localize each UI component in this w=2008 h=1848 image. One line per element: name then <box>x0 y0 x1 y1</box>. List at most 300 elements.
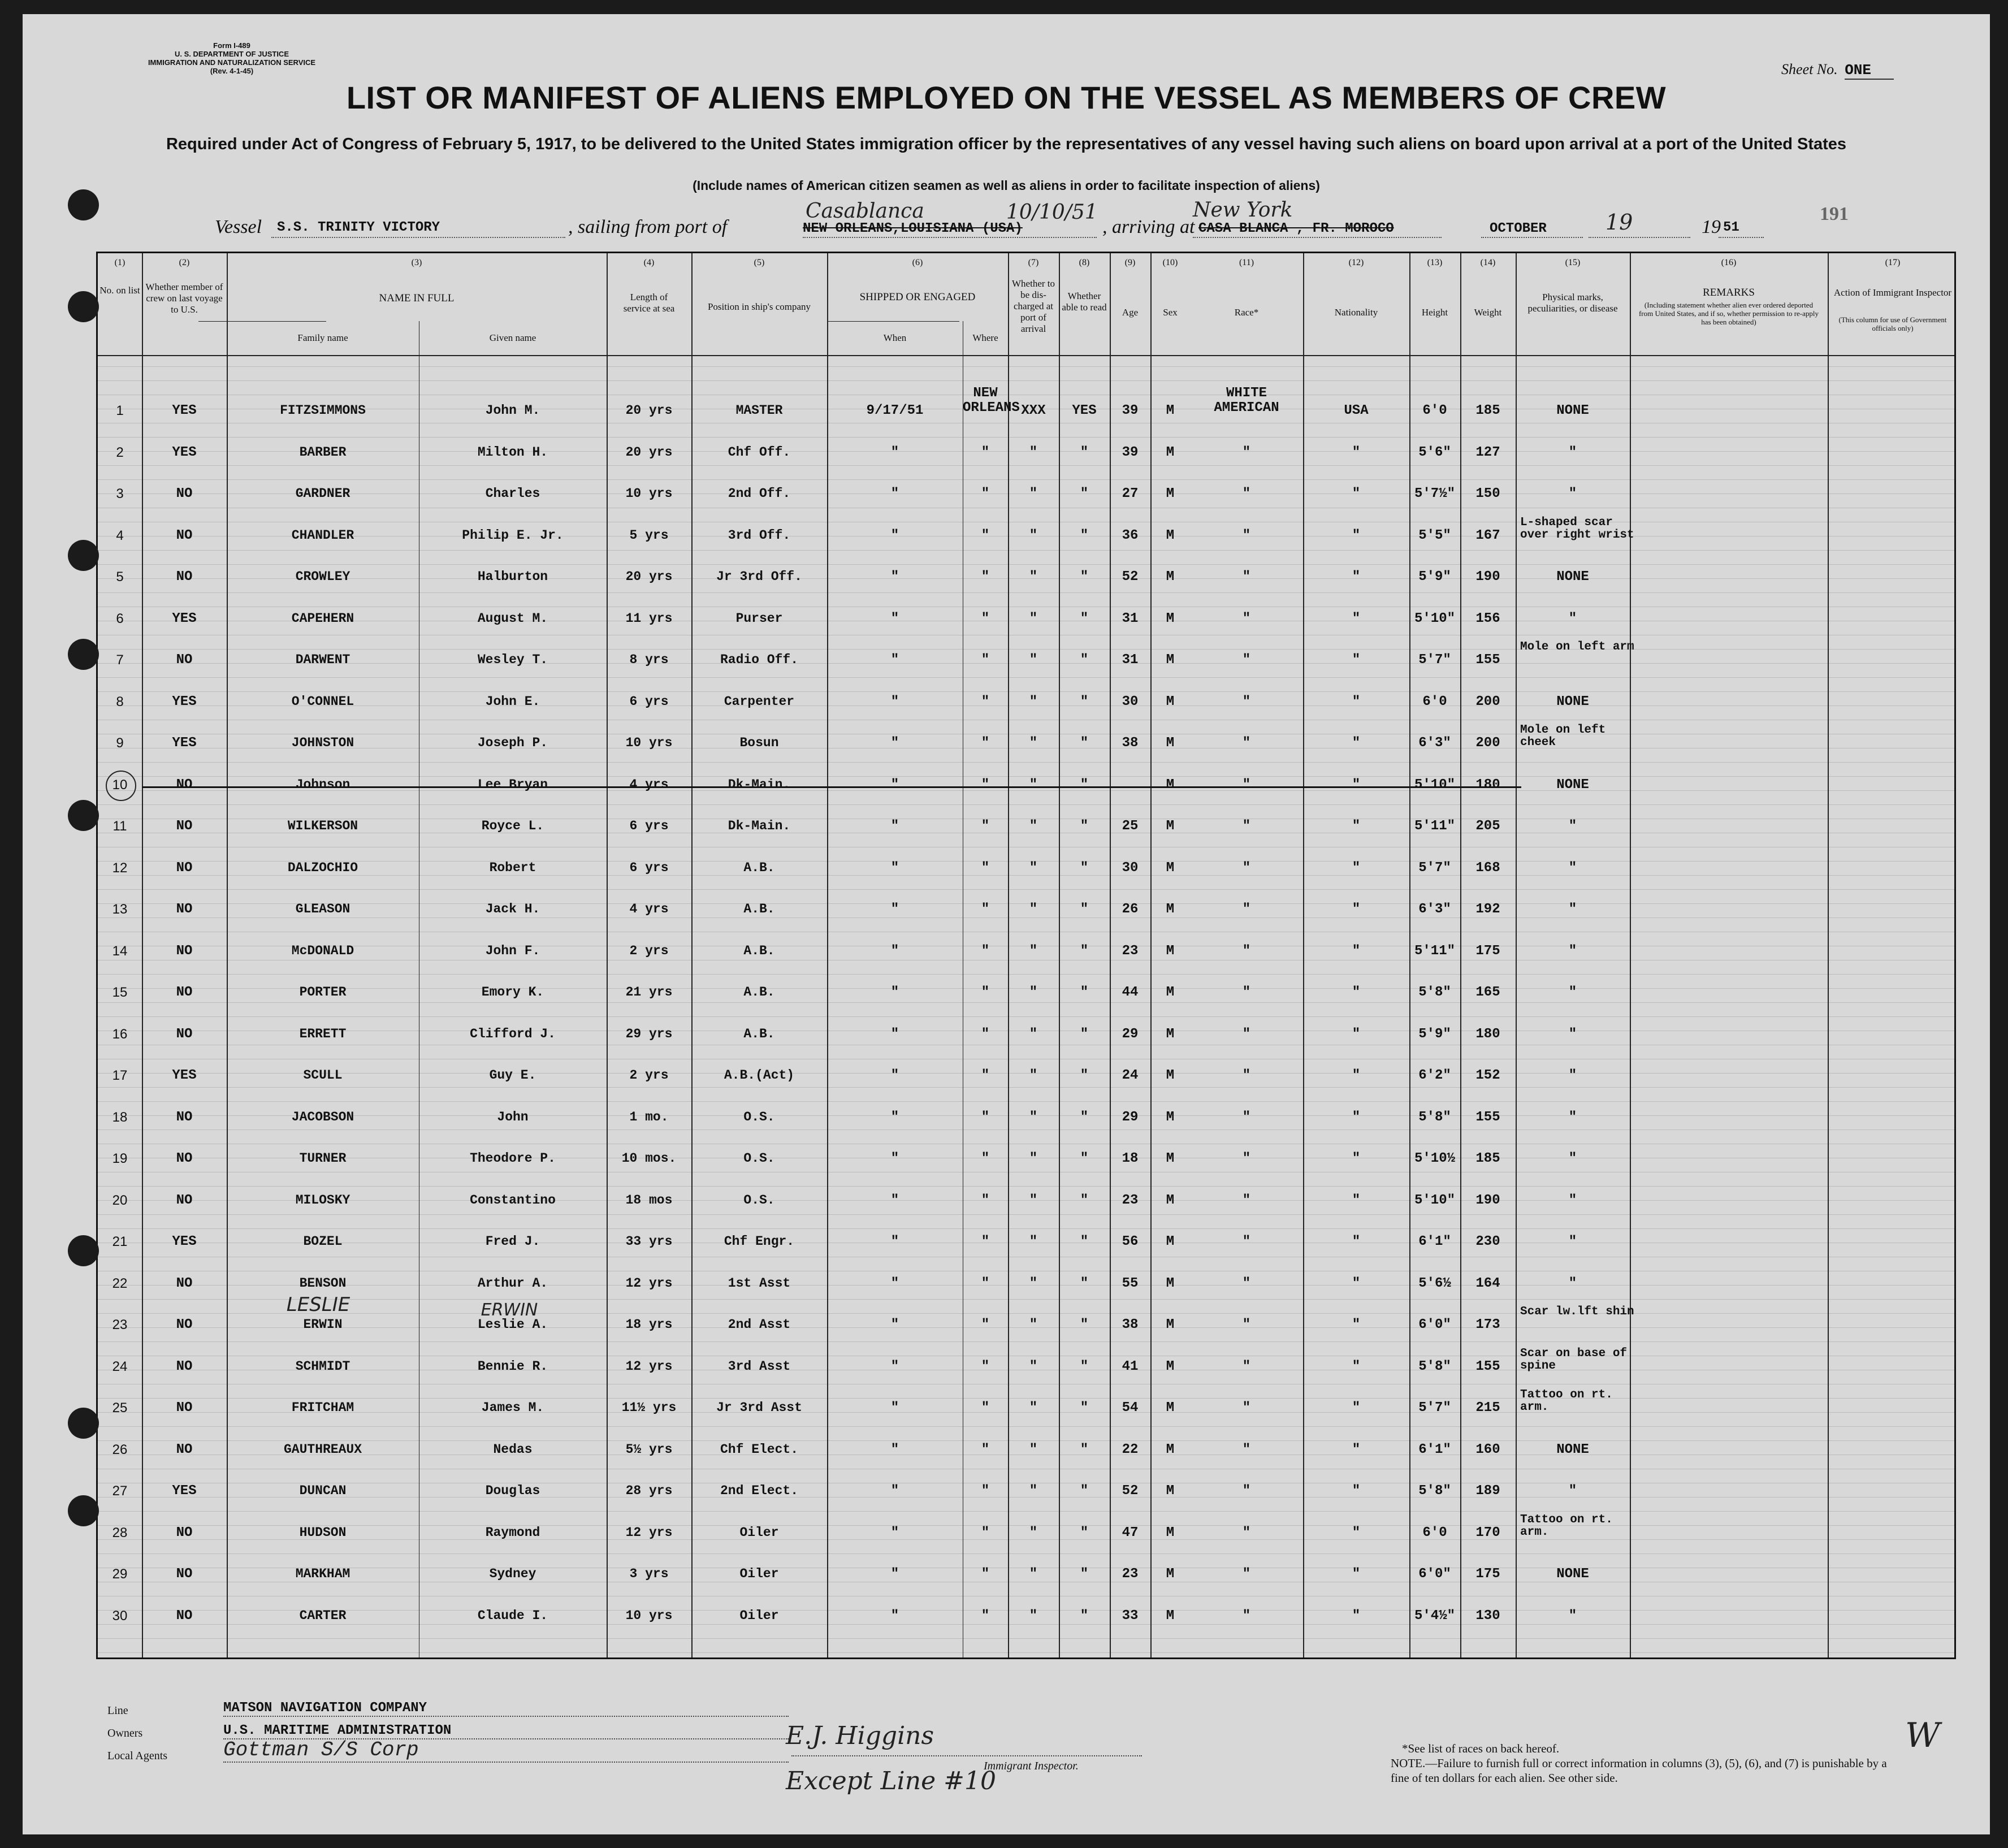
when-cell: " <box>890 1110 899 1125</box>
read-cell: " <box>1080 1608 1089 1624</box>
race-cell: " <box>1242 1359 1251 1374</box>
age-cell: 41 <box>1122 1359 1139 1374</box>
owners-value: U.S. MARITIME ADMINISTRATION <box>223 1723 789 1739</box>
position-cell: 2nd Asst <box>728 1317 791 1332</box>
position-cell: Bosun <box>739 735 779 750</box>
row-number: 20 <box>112 1193 128 1208</box>
sex-cell: M <box>1166 1483 1175 1499</box>
discharged-cell: " <box>1029 944 1038 959</box>
sailing-port-typed: NEW ORLEANS,LOUISIANA (USA) <box>803 221 1023 236</box>
sex-cell: M <box>1166 694 1175 709</box>
given-name-cell: Raymond <box>485 1525 540 1540</box>
race-cell: " <box>1242 860 1251 876</box>
where-cell: " <box>981 1566 990 1582</box>
age-cell: 38 <box>1122 735 1139 751</box>
position-cell: A.B. <box>743 860 775 875</box>
race-cell: " <box>1242 1234 1251 1249</box>
table-row <box>98 516 1954 570</box>
where-cell: " <box>981 1068 990 1083</box>
family-name-cell: O'CONNEL <box>291 694 354 709</box>
discharged-cell: " <box>1029 1483 1038 1499</box>
family-name-cell: CROWLEY <box>295 569 350 584</box>
when-cell: " <box>890 1234 899 1249</box>
arriving-port-handwritten: New York <box>1193 198 1293 222</box>
nationality-cell: " <box>1352 1483 1361 1499</box>
read-cell: " <box>1080 694 1089 709</box>
when-cell: " <box>890 1193 899 1208</box>
when-cell: " <box>890 860 899 876</box>
discharged-cell: " <box>1029 1193 1038 1208</box>
age-cell: 30 <box>1122 860 1139 876</box>
crew-cell: YES <box>172 1068 197 1083</box>
age-cell: 30 <box>1122 694 1139 709</box>
nationality-cell: " <box>1352 1068 1361 1083</box>
crew-cell: NO <box>176 652 193 668</box>
where-cell: " <box>981 1400 990 1416</box>
when-cell: " <box>890 569 899 585</box>
read-cell: " <box>1080 777 1089 793</box>
service-cell: 28 yrs <box>625 1483 673 1498</box>
marks-cell: NONE <box>1556 777 1589 793</box>
sex-cell: M <box>1166 569 1175 585</box>
service-cell: 10 yrs <box>625 1608 673 1623</box>
read-cell: YES <box>1072 403 1097 418</box>
col-header-marks: Physical marks, peculiarities, or disease <box>1527 292 1618 314</box>
col-header-when: When <box>883 332 907 343</box>
given-name-cell: Charles <box>485 486 540 501</box>
crew-cell: NO <box>176 569 193 585</box>
weight-cell: 185 <box>1475 1151 1500 1166</box>
where-cell: " <box>981 944 990 959</box>
read-cell: " <box>1080 1234 1089 1249</box>
row-number: 24 <box>112 1359 128 1374</box>
where-cell: " <box>981 735 990 751</box>
when-cell: 9/17/51 <box>866 403 924 418</box>
given-name-cell: John <box>497 1110 529 1124</box>
crew-cell: NO <box>176 944 193 959</box>
row-number: 7 <box>116 652 124 668</box>
where-cell: " <box>981 1483 990 1499</box>
height-cell: 5'8" <box>1418 1483 1451 1499</box>
crew-cell: NO <box>176 1608 193 1624</box>
nationality-cell: " <box>1352 1027 1361 1042</box>
race-cell: " <box>1242 1193 1251 1208</box>
discharged-cell: " <box>1029 1359 1038 1374</box>
row-number: 28 <box>112 1525 128 1540</box>
crew-cell: NO <box>176 486 193 501</box>
marks-cell: Tattoo on rt. arm. <box>1520 1513 1613 1539</box>
read-cell: " <box>1080 1359 1089 1374</box>
height-cell: 6'3" <box>1418 735 1451 751</box>
weight-cell: 205 <box>1475 819 1500 834</box>
where-cell: " <box>981 652 990 668</box>
position-cell: Dk-Main. <box>728 777 791 792</box>
sex-cell: M <box>1166 611 1175 626</box>
weight-cell: 152 <box>1475 1068 1500 1083</box>
given-name-cell: James M. <box>481 1400 544 1415</box>
marks-cell: " <box>1568 611 1577 626</box>
service-cell: 33 yrs <box>625 1234 673 1249</box>
age-cell: 18 <box>1122 1151 1139 1166</box>
age-cell: 31 <box>1122 652 1139 668</box>
table-row <box>98 1347 1954 1401</box>
marks-cell: Mole on left arm <box>1520 640 1634 653</box>
given-name-cell: Constantino <box>470 1193 556 1208</box>
family-name-cell: DARWENT <box>295 652 350 667</box>
marks-cell: " <box>1568 486 1577 501</box>
height-cell: 5'7" <box>1418 860 1451 876</box>
row-number: 9 <box>116 735 124 751</box>
service-cell: 20 yrs <box>625 403 673 418</box>
where-cell: " <box>981 1276 990 1291</box>
position-cell: O.S. <box>743 1110 775 1124</box>
crew-cell: YES <box>172 1234 197 1249</box>
marks-cell: NONE <box>1556 569 1589 585</box>
age-cell: 25 <box>1122 819 1139 834</box>
col-header-action-note: (This column for use of Government officials only) <box>1838 315 1947 332</box>
height-cell: 5'8" <box>1418 1359 1451 1374</box>
footer-note <box>1391 1741 1899 1785</box>
read-cell: " <box>1080 819 1089 834</box>
discharged-cell: " <box>1029 1400 1038 1416</box>
marks-cell: " <box>1568 902 1577 917</box>
line-label: Line <box>107 1704 128 1717</box>
height-cell: 5'10" <box>1414 1193 1455 1208</box>
where-cell: " <box>981 1151 990 1166</box>
family-name-cell: McDONALD <box>291 944 354 958</box>
corner-mark: W <box>1905 1716 1940 1755</box>
family-name-cell: ERWIN <box>303 1317 343 1332</box>
service-cell: 3 yrs <box>629 1566 669 1581</box>
discharged-cell: " <box>1029 1276 1038 1291</box>
read-cell: " <box>1080 1027 1089 1042</box>
position-cell: Chf Elect. <box>720 1442 799 1457</box>
table-row <box>98 445 1954 487</box>
table-row <box>98 611 1954 653</box>
col-header-position: Position in ship's company <box>707 301 811 312</box>
service-cell: 8 yrs <box>629 652 669 667</box>
given-name-cell: Bennie R. <box>477 1359 548 1374</box>
family-name-cell: CARTER <box>299 1608 347 1623</box>
marks-cell: " <box>1568 1027 1577 1042</box>
race-cell: " <box>1242 1317 1251 1332</box>
punch-hole <box>68 540 99 571</box>
when-cell: " <box>890 819 899 834</box>
position-cell: 2nd Elect. <box>720 1483 799 1498</box>
where-cell: NEW ORLEANS <box>963 386 1020 416</box>
given-name-cell: Wesley T. <box>477 652 548 667</box>
agents-label: Local Agents <box>107 1750 168 1762</box>
when-cell: " <box>890 777 899 793</box>
row-number: 14 <box>112 944 128 959</box>
read-cell: " <box>1080 1525 1089 1540</box>
form-identifier <box>96 41 367 75</box>
family-name-cell: FRITCHAM <box>291 1400 354 1415</box>
marks-cell: " <box>1568 1068 1577 1083</box>
given-name-cell: Philip E. Jr. <box>462 528 564 543</box>
col-header-age: Age <box>1122 307 1139 318</box>
where-cell: " <box>981 1234 990 1249</box>
nationality-cell: " <box>1352 944 1361 959</box>
nationality-cell: " <box>1352 819 1361 834</box>
race-cell: " <box>1242 985 1251 1000</box>
punch-hole <box>68 1408 99 1439</box>
age-cell: 33 <box>1122 1608 1139 1624</box>
position-cell: A.B. <box>743 944 775 958</box>
where-cell: " <box>981 985 990 1000</box>
position-cell: Oiler <box>739 1525 779 1540</box>
position-cell: O.S. <box>743 1193 775 1208</box>
when-cell: " <box>890 486 899 501</box>
crew-cell: YES <box>172 403 197 418</box>
height-cell: 5'6½ <box>1418 1276 1451 1291</box>
row-number: 17 <box>112 1068 128 1083</box>
sex-cell: M <box>1166 1317 1175 1332</box>
nationality-cell: " <box>1352 1234 1361 1249</box>
service-cell: 10 mos. <box>621 1151 677 1166</box>
row-number: 16 <box>112 1027 128 1042</box>
position-cell: Chf Engr. <box>724 1234 795 1249</box>
row-number: 19 <box>112 1151 128 1166</box>
col-number: (15) <box>1565 258 1581 267</box>
crew-cell: NO <box>176 1442 193 1457</box>
marks-cell: " <box>1568 1483 1577 1499</box>
row-strikethrough <box>142 786 1521 788</box>
family-name-cell: WILKERSON <box>287 819 358 833</box>
when-cell: " <box>890 652 899 668</box>
table-row <box>98 1151 1954 1193</box>
service-cell: 20 yrs <box>625 445 673 460</box>
race-cell: WHITE AMERICAN <box>1214 386 1279 416</box>
position-cell: Oiler <box>739 1566 779 1581</box>
row-number: 8 <box>116 694 124 709</box>
position-cell: Oiler <box>739 1608 779 1623</box>
position-cell: MASTER <box>735 403 783 418</box>
sailing-label: , sailing from port of <box>568 217 728 237</box>
family-name-cell: TURNER <box>299 1151 347 1166</box>
family-name-cell: PORTER <box>299 985 347 999</box>
read-cell: " <box>1080 1483 1089 1499</box>
col-number: (9) <box>1124 258 1136 267</box>
crew-cell: NO <box>176 860 193 876</box>
ruled-line <box>98 380 1954 381</box>
discharged-cell: " <box>1029 1608 1038 1624</box>
service-cell: 6 yrs <box>629 860 669 875</box>
crew-cell: YES <box>172 735 197 751</box>
marks-cell: Mole on left cheek <box>1520 724 1606 749</box>
age-cell: 52 <box>1122 569 1139 585</box>
table-row <box>98 569 1954 611</box>
sex-cell: M <box>1166 1566 1175 1582</box>
table-row <box>98 694 1954 736</box>
height-cell: 5'11" <box>1414 944 1455 959</box>
age-cell: 38 <box>1122 1317 1139 1332</box>
where-cell: " <box>981 1442 990 1457</box>
height-cell: 6'0" <box>1418 1566 1451 1582</box>
family-name-cell: BENSON <box>299 1276 347 1291</box>
race-cell: " <box>1242 819 1251 834</box>
read-cell: " <box>1080 1566 1089 1582</box>
age-cell: 23 <box>1122 944 1139 959</box>
age-cell: 36 <box>1122 528 1139 543</box>
row-number: 5 <box>116 569 124 585</box>
col-number: (13) <box>1427 258 1443 267</box>
weight-cell: 175 <box>1475 944 1500 959</box>
race-cell: " <box>1242 1400 1251 1416</box>
nationality-cell: " <box>1352 1566 1361 1582</box>
sex-cell: M <box>1166 445 1175 460</box>
service-cell: 12 yrs <box>625 1525 673 1540</box>
owners-label: Owners <box>107 1727 143 1739</box>
marks-cell: Tattoo on rt. arm. <box>1520 1388 1613 1414</box>
height-cell: 6'2" <box>1418 1068 1451 1083</box>
family-name-cell: GARDNER <box>295 486 350 501</box>
given-name-cell: John M. <box>485 403 540 418</box>
weight-cell: 127 <box>1475 445 1500 460</box>
row-number: 30 <box>112 1608 128 1624</box>
table-row <box>98 1068 1954 1110</box>
col-header-race: Race* <box>1234 307 1259 318</box>
where-cell: " <box>981 1359 990 1374</box>
age-cell: 23 <box>1122 1193 1139 1208</box>
col-number: (17) <box>1885 258 1901 267</box>
table-row <box>98 1193 1954 1235</box>
given-name-cell: Theodore P. <box>470 1151 556 1166</box>
family-name-correction: LESLIE <box>286 1293 350 1316</box>
vessel-line <box>215 198 1809 240</box>
position-cell: O.S. <box>743 1151 775 1166</box>
age-cell: 29 <box>1122 1027 1139 1042</box>
given-name-cell: Emory K. <box>481 985 544 999</box>
read-cell: " <box>1080 1151 1089 1166</box>
when-cell: " <box>890 1483 899 1499</box>
sex-cell: M <box>1166 819 1175 834</box>
page-title: LIST OR MANIFEST OF ALIENS EMPLOYED ON THE VESSEL AS MEMBERS OF CREW <box>346 80 1667 115</box>
discharged-cell: " <box>1029 569 1038 585</box>
row-number: 11 <box>112 819 127 834</box>
when-cell: " <box>890 694 899 709</box>
service-cell: 18 yrs <box>625 1317 673 1332</box>
row-number: 22 <box>112 1276 128 1291</box>
sex-cell: M <box>1166 1400 1175 1416</box>
race-cell: " <box>1242 1566 1251 1582</box>
marks-cell: " <box>1568 1110 1577 1125</box>
weight-cell: 180 <box>1475 1027 1500 1042</box>
weight-cell: 164 <box>1475 1276 1500 1291</box>
weight-cell: 130 <box>1475 1608 1500 1624</box>
when-cell: " <box>890 611 899 626</box>
discharged-cell: " <box>1029 1525 1038 1540</box>
discharged-cell: XXX <box>1021 403 1046 418</box>
table-row <box>98 386 1954 445</box>
position-cell: 3rd Asst <box>728 1359 791 1374</box>
sex-cell: M <box>1166 902 1175 917</box>
table-row <box>98 902 1954 944</box>
height-cell: 5'4½" <box>1414 1608 1455 1624</box>
arrival-month: OCTOBER <box>1490 221 1547 236</box>
read-cell: " <box>1080 611 1089 626</box>
race-cell: " <box>1242 445 1251 460</box>
note-penalty: NOTE.—Failure to furnish full or correct information in columns (3), (5), (6), and (7) is punishable by a fine of ten dollars for each alien. See other side. <box>1391 1756 1887 1785</box>
height-cell: 5'10½ <box>1414 1151 1455 1166</box>
position-cell: A.B.(Act) <box>724 1068 795 1083</box>
where-cell: " <box>981 1317 990 1332</box>
marks-cell: L-shaped scar over right wrist <box>1520 516 1634 542</box>
where-cell: " <box>981 777 990 793</box>
read-cell: " <box>1080 1317 1089 1332</box>
sex-cell: M <box>1166 528 1175 543</box>
nationality-cell: USA <box>1344 403 1369 418</box>
race-cell: " <box>1242 569 1251 585</box>
given-name-cell: August M. <box>477 611 548 626</box>
position-cell: A.B. <box>743 1027 775 1041</box>
discharged-cell: " <box>1029 652 1038 668</box>
marks-cell: NONE <box>1556 1566 1589 1582</box>
table-row <box>98 819 1954 860</box>
crew-cell: YES <box>172 445 197 460</box>
position-cell: A.B. <box>743 985 775 999</box>
where-cell: " <box>981 528 990 543</box>
service-cell: 4 yrs <box>629 777 669 792</box>
sex-cell: M <box>1166 944 1175 959</box>
marks-cell: " <box>1568 944 1577 959</box>
crew-cell: NO <box>176 819 193 834</box>
read-cell: " <box>1080 445 1089 460</box>
service-cell: 21 yrs <box>625 985 673 999</box>
col-number: (7) <box>1028 258 1039 267</box>
row-number: 25 <box>112 1400 128 1416</box>
weight-cell: 156 <box>1475 611 1500 626</box>
col-header-remarks-note: (Including statement whether alien ever ordered deported from United States, and if so, whether permission to re-apply has been obtained) <box>1638 301 1819 326</box>
name-subheader-line <box>198 321 326 322</box>
sex-cell: M <box>1166 1151 1175 1166</box>
crew-cell: NO <box>176 1317 193 1332</box>
race-cell: " <box>1242 694 1251 709</box>
height-cell: 5'10" <box>1414 777 1455 793</box>
service-cell: 18 mos <box>625 1193 673 1208</box>
read-cell: " <box>1080 985 1089 1000</box>
department-name: U. S. DEPARTMENT OF JUSTICE <box>175 50 289 58</box>
height-cell: 5'10" <box>1414 611 1455 626</box>
sex-cell: M <box>1166 735 1175 751</box>
col-header-read: Whether able to read <box>1062 291 1107 313</box>
punch-hole <box>68 291 99 322</box>
sailing-port-handwritten: Casablanca <box>806 200 924 223</box>
weight-cell: 170 <box>1475 1525 1500 1540</box>
col-number: (2) <box>179 258 190 267</box>
sex-cell: M <box>1166 486 1175 501</box>
table-row <box>98 724 1954 777</box>
read-cell: " <box>1080 1400 1089 1416</box>
row-number: 1 <box>116 403 124 418</box>
table-row <box>98 1608 1954 1650</box>
position-cell: Jr 3rd Asst <box>716 1400 802 1415</box>
family-name-cell: GAUTHREAUX <box>283 1442 362 1457</box>
weight-cell: 189 <box>1475 1483 1500 1499</box>
nationality-cell: " <box>1352 1442 1361 1457</box>
vessel-label: Vessel <box>215 217 262 237</box>
read-cell: " <box>1080 735 1089 751</box>
col-number: (4) <box>643 258 655 267</box>
where-cell: " <box>981 1193 990 1208</box>
sex-cell: M <box>1166 1234 1175 1249</box>
sex-cell: M <box>1166 1068 1175 1083</box>
service-cell: 29 yrs <box>625 1027 673 1041</box>
service-cell: 2 yrs <box>629 944 669 958</box>
nationality-cell: " <box>1352 1276 1361 1291</box>
col-number: (5) <box>754 258 765 267</box>
table-row <box>98 1234 1954 1276</box>
